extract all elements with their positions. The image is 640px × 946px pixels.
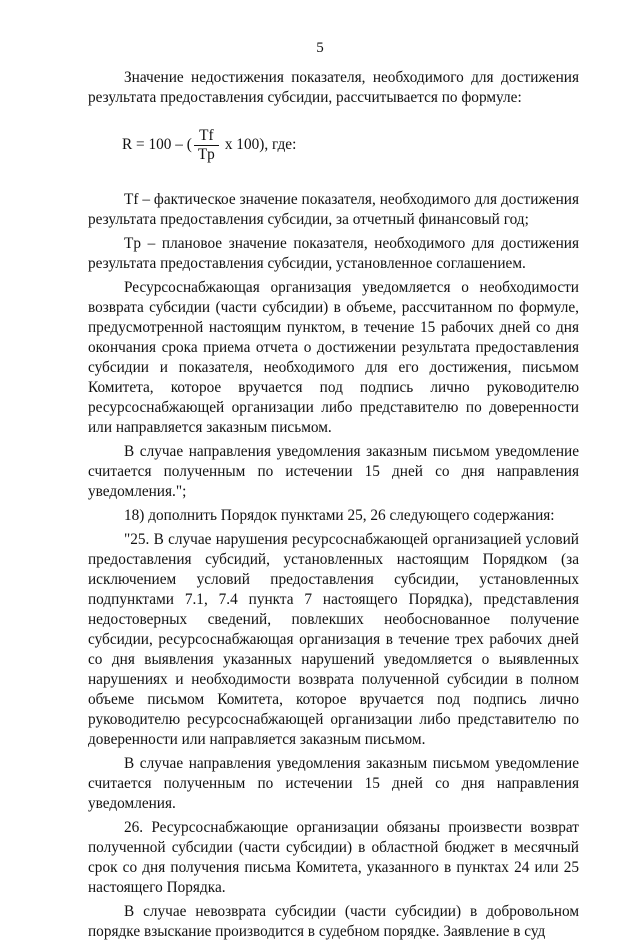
formula-denominator: Tp	[194, 145, 219, 164]
formula-rhs: x 100), где:	[224, 136, 297, 153]
paragraph-registered-mail-2: В случае направления уведомления заказным письмом уведомление считается полученным по истечении 15 дней со дня направления уведомления.	[88, 755, 579, 812]
paragraph-item-25: "25. В случае нарушения ресурсоснабжающей организацией условий предоставления субсидий, установленных настоящим Порядком (за исключением условий предоставления субсидии, установленных подпунктами 7.1, 7.4 пункта 7 настоящего Порядка), представления недостоверных сведений, повлекших необоснованное получение субсидии, ресурсоснабжающая организация в течение трех рабочих дней со дня выявления указанных нарушений уведомляется о выявленных нарушениях и необходимости возврата полученной субсидии в полном объеме письмом Комитета, которое вручается под подпись лично руководителю ресурсоснабжающей организации либо представителю по доверенности или направляется заказным письмом.	[88, 531, 579, 748]
paragraph-tf-definition: Tf – фактическое значение показателя, необходимого для достижения результата предоставления субсидии, за отчетный финансовый год;	[88, 191, 579, 228]
paragraph-registered-mail: В случае направления уведомления заказным письмом уведомление считается полученным по истечении 15 дней со дня направления уведомления.";	[88, 443, 579, 500]
page-number: 5	[316, 40, 324, 56]
paragraph-item-18: 18) дополнить Порядок пунктами 25, 26 следующего содержания:	[124, 507, 555, 524]
paragraph-intro: Значение недостижения показателя, необходимого для достижения результата предоставления субсидии, рассчитывается по формуле:	[88, 69, 579, 106]
formula-lhs: R = 100 – (	[122, 136, 192, 153]
paragraph-notification: Ресурсоснабжающая организация уведомляется о необходимости возврата субсидии (части субсидии) в объеме, рассчитанном по формуле, предусмотренной настоящим пунктом, в течение 15 рабочих дней со дня окончания срока приема отчета о достижении результата предоставления субсидии и показателя, необходимого для его достижения, письмом Комитета, которое вручается под подпись лично руководителю ресурсоснабжающей организации либо представителю по доверенности или направляется заказным письмом.	[88, 279, 579, 436]
document-body	[88, 68, 579, 946]
paragraph-court: В случае невозврата субсидии (части субсидии) в добровольном порядке взыскание производится в судебном порядке. Заявление в суд	[88, 903, 579, 940]
formula-numerator: Tf	[199, 126, 214, 144]
formula-fraction	[194, 127, 219, 164]
paragraph-item-26: 26. Ресурсоснабжающие организации обязаны произвести возврат полученной субсидии (части субсидии) в областной бюджет в месячный срок со дня получения письма Комитета, указанного в пунктах 24 или 25 настоящего Порядка.	[88, 819, 579, 896]
paragraph-tp-definition: Tp – плановое значение показателя, необходимого для достижения результата предоставления субсидии, установленное соглашением.	[88, 235, 579, 272]
formula	[122, 120, 579, 170]
